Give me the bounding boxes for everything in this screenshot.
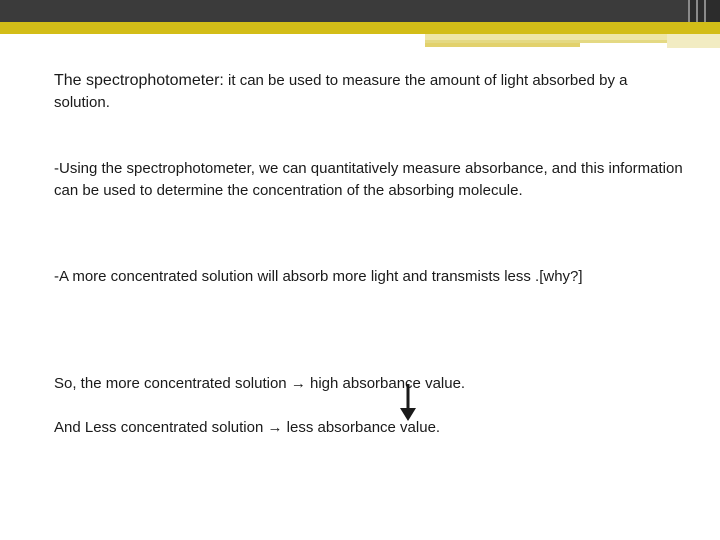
right-arrow-icon: →: [267, 419, 283, 436]
banner-dark-bar: [0, 0, 720, 22]
intro-paragraph: [54, 70, 684, 114]
banner-gold-step: [425, 43, 580, 47]
low-line-start: And Less concentrated solution: [54, 419, 268, 436]
slide-title: The spectrophotometer:: [54, 72, 224, 89]
low-absorbance-line: [54, 417, 440, 439]
low-line-end: less absorbance value.: [282, 419, 441, 436]
banner-gold-bar: [0, 22, 720, 34]
high-absorbance-line: [54, 373, 465, 395]
banner-gold-corner: [667, 34, 720, 48]
right-arrow-icon: →: [290, 375, 306, 392]
high-line-start: So, the more concentrated solution: [54, 375, 291, 392]
concentration-paragraph: -Using the spectrophotometer, we can quantitatively measure absorbance, and this information can be used to determine the concentration of the absorbing molecule.: [54, 160, 683, 199]
intro-text: it can be used to measure the amount of light absorbed by a solution.: [54, 72, 628, 111]
absorption-paragraph: -A more concentrated solution will absorb more light and transmists less .[why?]: [54, 268, 583, 285]
high-line-end: high absorbance value.: [305, 375, 466, 392]
